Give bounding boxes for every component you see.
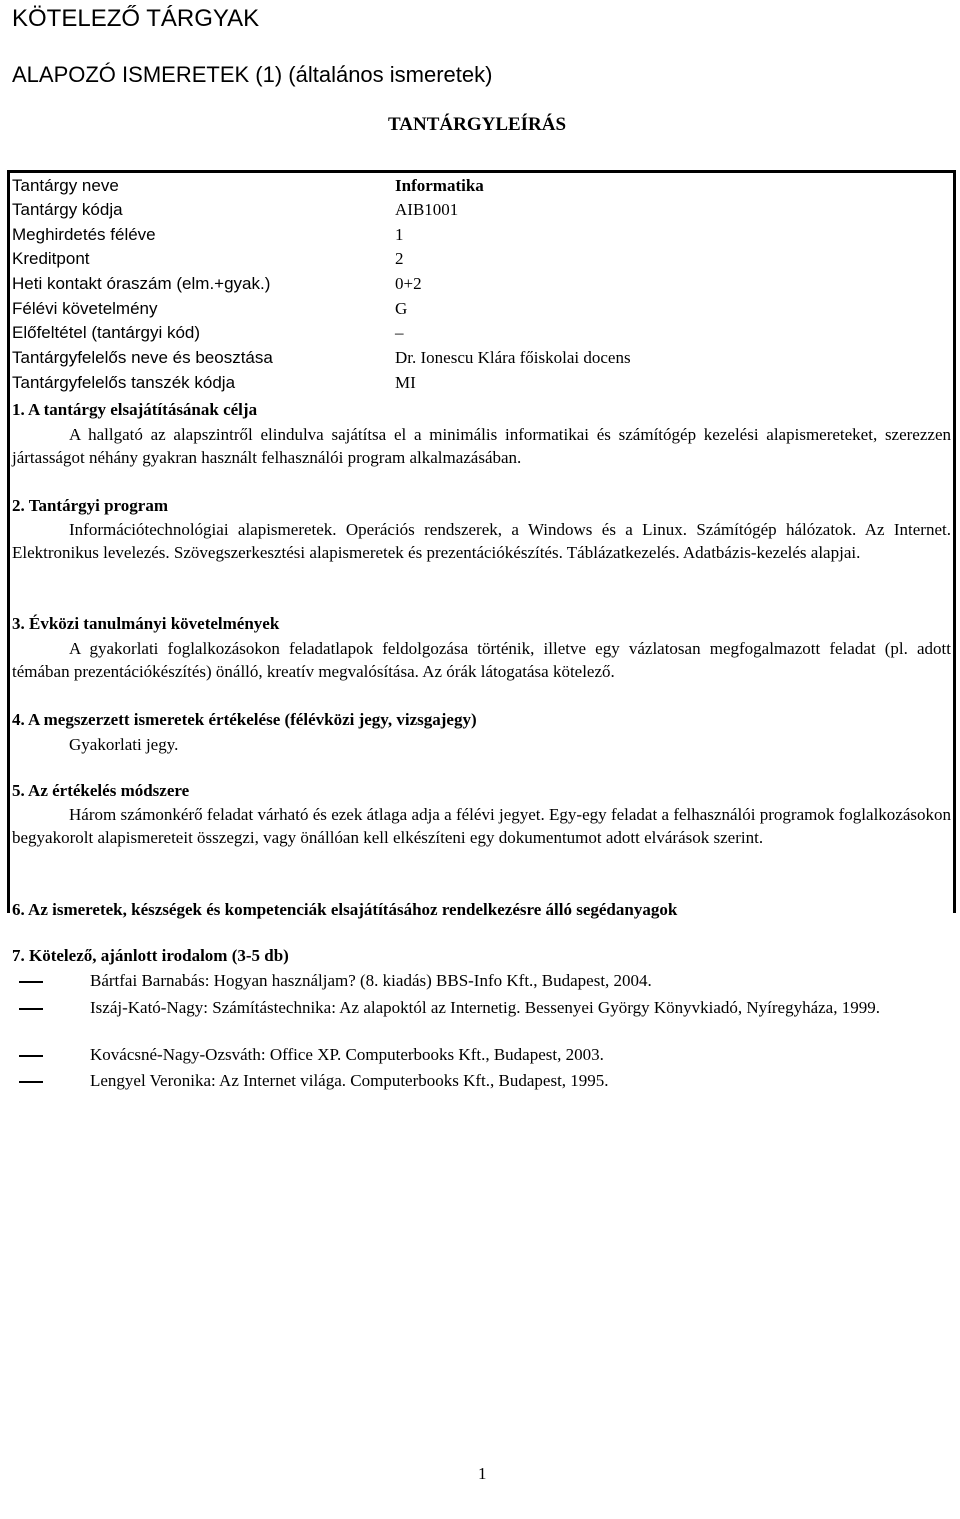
info-value: G — [395, 299, 408, 318]
info-value: 1 — [395, 225, 404, 244]
section-2-title: 2. Tantárgyi program — [12, 496, 169, 515]
section-7-title: 7. Kötelező, ajánlott irodalom (3-5 db) — [12, 946, 289, 965]
dash-bullet-icon — [19, 1055, 43, 1057]
info-label: Tantárgyfelelős neve és beosztása — [12, 348, 273, 367]
info-label: Heti kontakt óraszám (elm.+gyak.) — [12, 274, 271, 293]
info-value: AIB1001 — [395, 200, 459, 219]
info-value: MI — [395, 373, 416, 392]
section-1-text: A hallgató az alapszintről elindulva sajátítsa el a minimális informatikai és számítógép kezelési alapismereteket, szerezzen jártasságot néhány gyakran használt felhasználói program alkalmazásában. — [12, 425, 951, 467]
list-item-text: Lengyel Veronika: Az Internet világa. Computerbooks Kft., Budapest, 1995. — [90, 1071, 609, 1090]
page-number: 1 — [478, 1464, 487, 1483]
section-5-text: Három számonkérő feladat várható és ezek átlaga adja a félévi jegyet. Egy-egy feladat a felhasználói programok foglalkozásokon begyakorolt alapismereteit összegzi, vagy önállóan kell elkészíteni egy dokumentumot adott elvárások szerint. — [12, 805, 951, 847]
list-item-text: Iszáj-Kató-Nagy: Számítástechnika: Az alapoktól az Internetig. Bessenyei György Könyvkiadó, Nyíregyháza, 1999. — [90, 998, 880, 1017]
dash-bullet-icon — [19, 1081, 43, 1083]
info-label: Kreditpont — [12, 249, 90, 268]
info-label: Tantárgyfelelős tanszék kódja — [12, 373, 236, 392]
info-label: Előfeltétel (tantárgyi kód) — [12, 323, 201, 342]
section-4-title: 4. A megszerzett ismeretek értékelése (félévközi jegy, vizsgajegy) — [12, 710, 477, 729]
info-value: 0+2 — [395, 274, 422, 293]
info-label: Tantárgy neve — [12, 176, 119, 195]
list-item-text: Kovácsné-Nagy-Ozsváth: Office XP. Computerbooks Kft., Budapest, 2003. — [90, 1045, 604, 1064]
dash-bullet-icon — [19, 1008, 43, 1010]
info-value: – — [395, 323, 404, 342]
info-label: Félévi követelmény — [12, 299, 158, 318]
section-4-text: Gyakorlati jegy. — [69, 735, 179, 754]
dash-bullet-icon — [19, 981, 43, 983]
section-6-title: 6. Az ismeretek, készségek és kompetenciák elsajátításához rendelkezésre álló segédanyagok — [12, 900, 678, 919]
list-item — [12, 1044, 912, 1066]
info-label: Tantárgy kódja — [12, 200, 123, 219]
list-item — [12, 1070, 912, 1092]
info-value: Dr. Ionescu Klára főiskolai docens — [395, 348, 631, 367]
list-item — [12, 997, 912, 1019]
page-title: KÖTELEZŐ TÁRGYAK — [12, 5, 260, 32]
document-title: TANTÁRGYLEÍRÁS — [388, 114, 567, 135]
section-1-title: 1. A tantárgy elsajátításának célja — [12, 400, 258, 419]
section-3-text: A gyakorlati foglalkozásokon feladatlapok feldolgozása történik, illetve egy vázlatosan megfogalmazott feladat (pl. adott témában prezentációkészítés) önálló, kreatív megvalósítása. Az órák látogatása kötelező. — [12, 639, 951, 681]
section-3-title: 3. Évközi tanulmányi követelmények — [12, 614, 280, 633]
list-item — [12, 970, 912, 992]
info-label: Meghirdetés féléve — [12, 225, 156, 244]
page-subtitle: ALAPOZÓ ISMERETEK (1) (általános ismeretek) — [12, 62, 493, 87]
section-5-title: 5. Az értékelés módszere — [12, 781, 190, 800]
list-item-text: Bártfai Barnabás: Hogyan használjam? (8. kiadás) BBS-Info Kft., Budapest, 2004. — [90, 971, 652, 990]
info-value: 2 — [395, 249, 404, 268]
info-value: Informatika — [395, 176, 484, 195]
section-2-text: Információtechnológiai alapismeretek. Operációs rendszerek, a Windows és a Linux. Számítógép hálózatok. Az Internet. Elektronikus levelezés. Szövegszerkesztési alapismeretek és prezentációkészítés. Táblázatkezelés. Adatbázis-kezelés alapjai. — [12, 520, 951, 562]
